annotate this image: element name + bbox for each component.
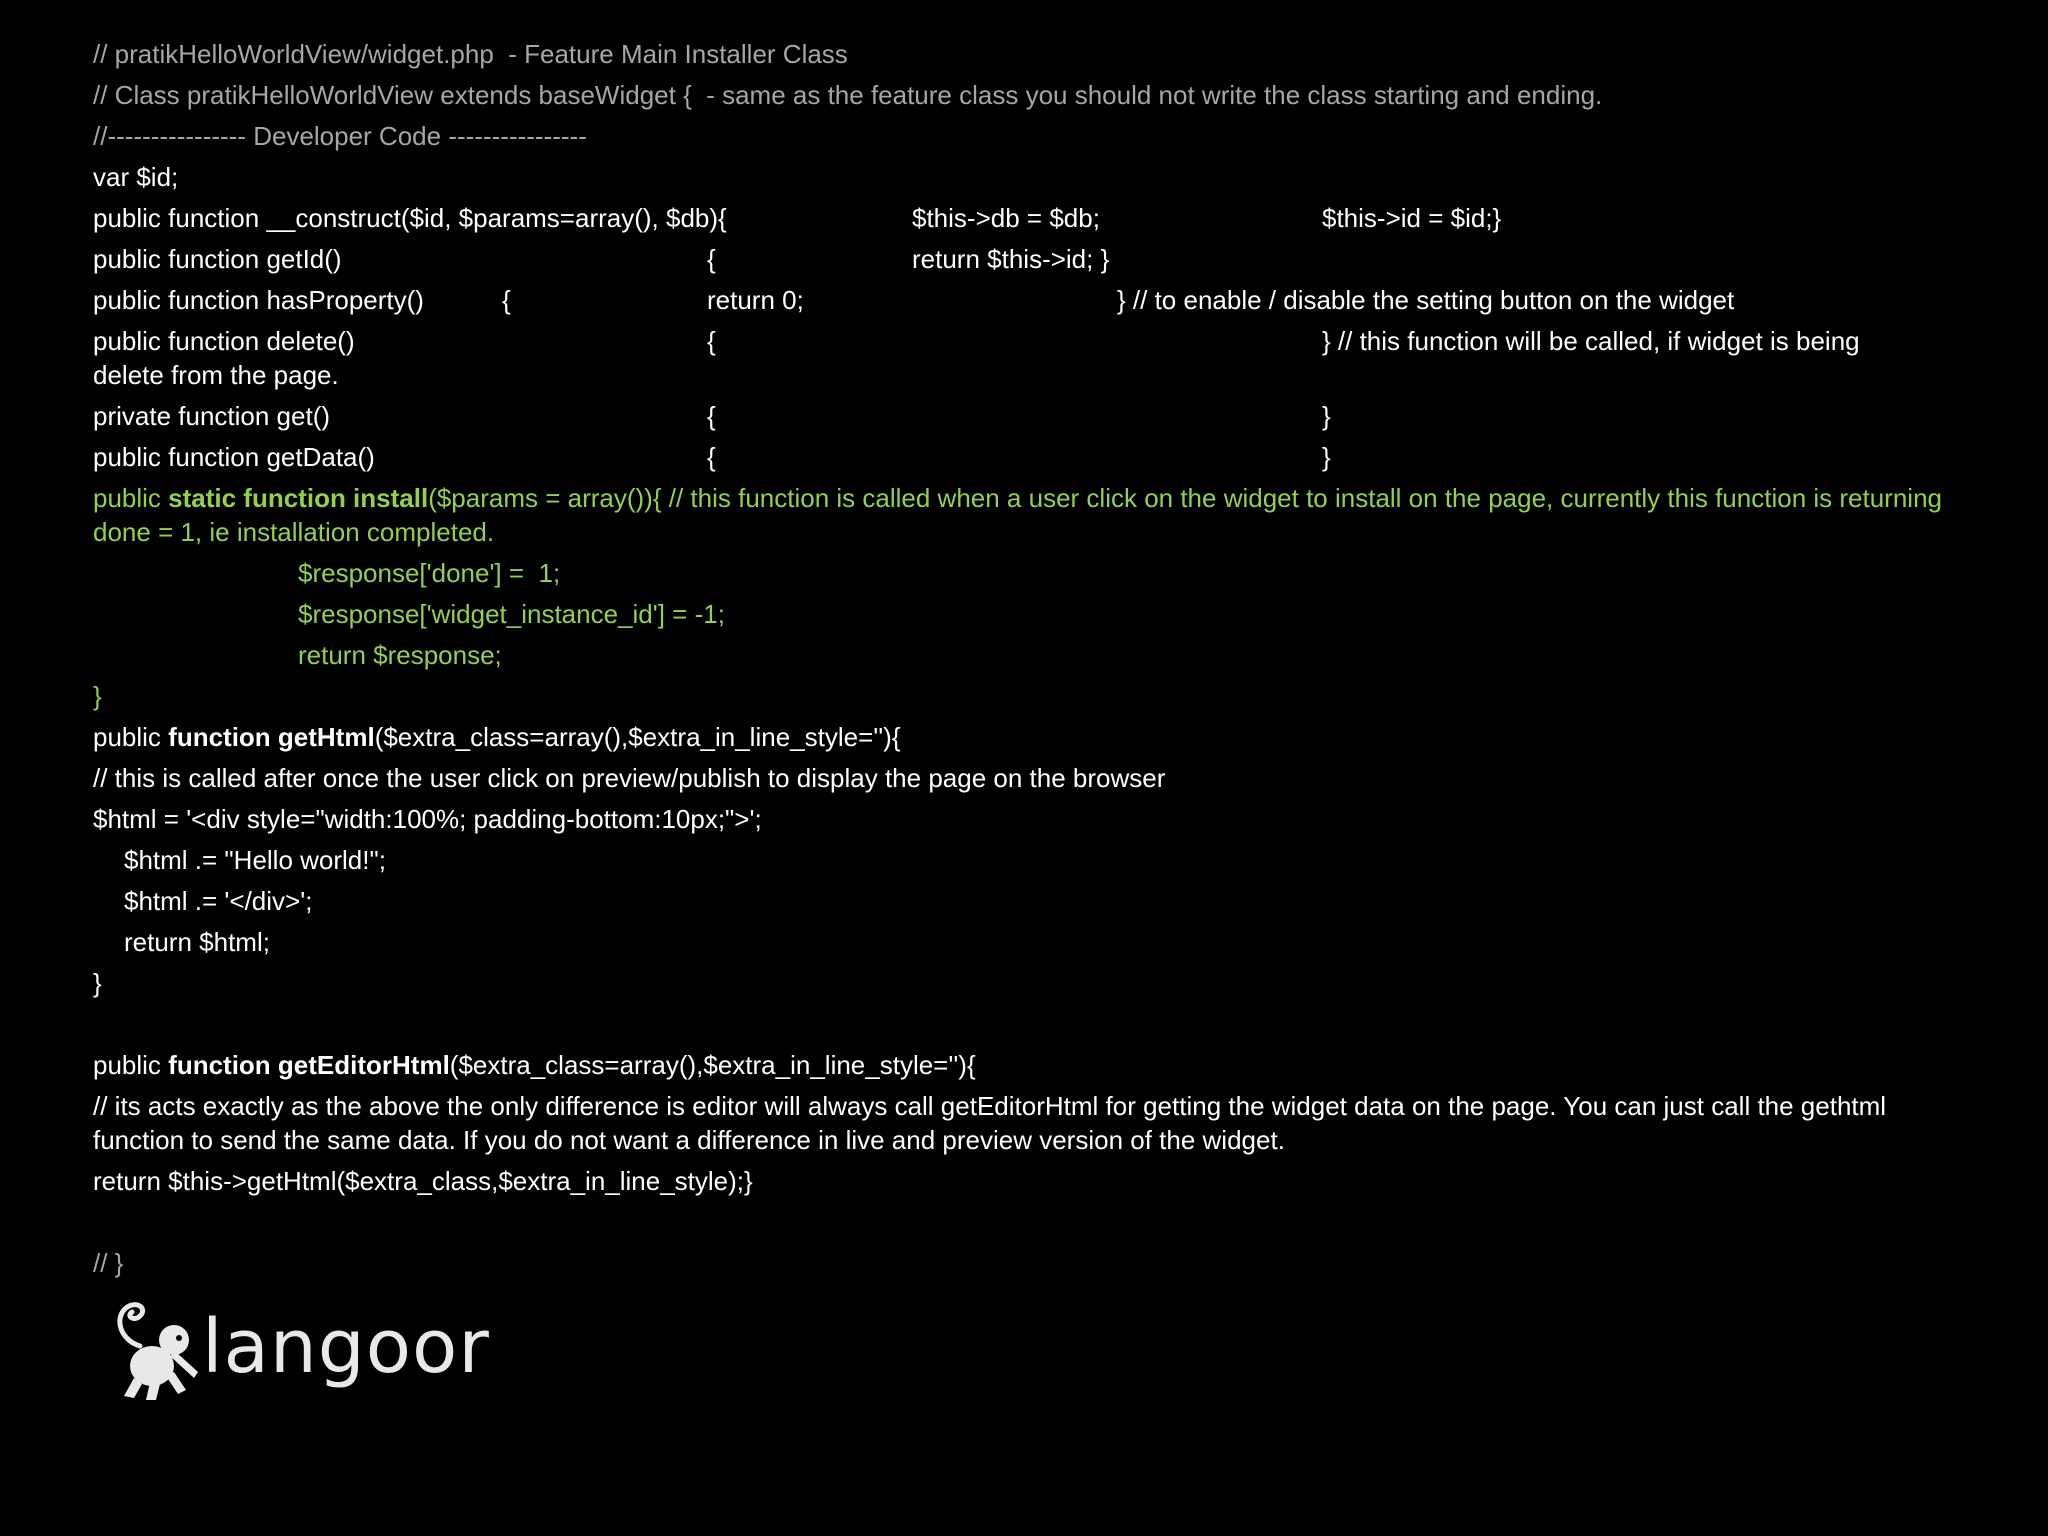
delete-brace: { — [707, 326, 716, 356]
hasproperty-brace: { — [502, 285, 511, 315]
getid-body: return $this->id; } — [912, 244, 1110, 274]
delete-continuation: delete from the page. — [93, 360, 339, 390]
comment-class: // Class pratikHelloWorldView extends baseWidget { - same as the feature class you should not write the class starting and ending. — [93, 80, 1603, 110]
geteditorhtml-keyword: function getEditorHtml — [168, 1050, 450, 1080]
get-end: } — [1322, 401, 1331, 431]
getdata-signature: public function getData() — [93, 442, 375, 472]
var-id-line: var $id; — [93, 162, 179, 192]
gethtml-comment: // this is called after once the user click on preview/publish to display the page on the browser — [93, 763, 1166, 793]
gethtml-close: } — [93, 968, 102, 998]
gethtml-line-open: $html = '<div style="width:100%; padding-bottom:10px;">'; — [93, 804, 762, 834]
comment-file: // pratikHelloWorldView/widget.php - Feature Main Installer Class — [93, 39, 848, 69]
delete-signature: public function delete() — [93, 326, 355, 356]
getdata-brace: { — [707, 442, 716, 472]
gethtml-line-close-div: $html .= '</div>'; — [124, 886, 313, 916]
delete-end: } // this function will be called, if widget is being — [1322, 326, 1860, 356]
gethtml-keyword: function getHtml — [168, 722, 375, 752]
gethtml-signature — [93, 720, 901, 754]
monkey-icon — [110, 1296, 206, 1406]
install-line-instance: $response['widget_instance_id'] = -1; — [298, 599, 725, 629]
install-post: ($params = array()){ // this function is called when a user click on the widget to install on the page, currently this function is returning done = 1, ie installation completed. — [93, 483, 1942, 547]
gethtml-pre: public — [93, 722, 169, 752]
geteditorhtml-comment: // its acts exactly as the above the only difference is editor will always call getEditorHtml for getting the widget data on the page. You can just call the gethtml function to send the same data. If you do not want a difference in live and preview version of the widget. — [93, 1091, 1887, 1155]
install-line-return: return $response; — [298, 640, 502, 670]
geteditorhtml-return: return $this->getHtml($extra_class,$extra_in_line_style);} — [93, 1166, 753, 1196]
install-line-done: $response['done'] = 1; — [298, 558, 561, 588]
install-close: } — [93, 681, 102, 711]
hasproperty-body: return 0; — [707, 285, 804, 315]
construct-body-id: $this->id = $id;} — [1322, 203, 1502, 233]
hasproperty-end: } // to enable / disable the setting button on the widget — [1117, 285, 1735, 315]
gethtml-line-hello: $html .= "Hello world!"; — [124, 845, 386, 875]
get-brace: { — [707, 401, 716, 431]
getid-signature: public function getId() — [93, 244, 342, 274]
getid-brace: { — [707, 244, 716, 274]
gethtml-line-return: return $html; — [124, 927, 270, 957]
geteditorhtml-pre: public — [93, 1050, 169, 1080]
logo-wordmark: langoor — [202, 1304, 490, 1390]
construct-body-db: $this->db = $db; — [912, 203, 1100, 233]
comment-developer-code: //---------------- Developer Code ---------------- — [93, 121, 587, 151]
gethtml-post: ($extra_class=array(),$extra_in_line_style=''){ — [374, 722, 901, 752]
install-signature — [93, 481, 1973, 549]
getdata-end: } — [1322, 442, 1331, 472]
langoor-logo — [110, 1296, 510, 1416]
geteditorhtml-signature — [93, 1048, 976, 1082]
geteditorhtml-post: ($extra_class=array(),$extra_in_line_style=''){ — [449, 1050, 976, 1080]
comment-class-end: // } — [93, 1248, 124, 1278]
construct-signature: public function __construct($id, $params=array(), $db){ — [93, 203, 727, 233]
get-signature: private function get() — [93, 401, 331, 431]
install-keyword: static function install — [168, 483, 429, 513]
hasproperty-signature: public function hasProperty() — [93, 285, 424, 315]
install-pre: public — [93, 483, 169, 513]
